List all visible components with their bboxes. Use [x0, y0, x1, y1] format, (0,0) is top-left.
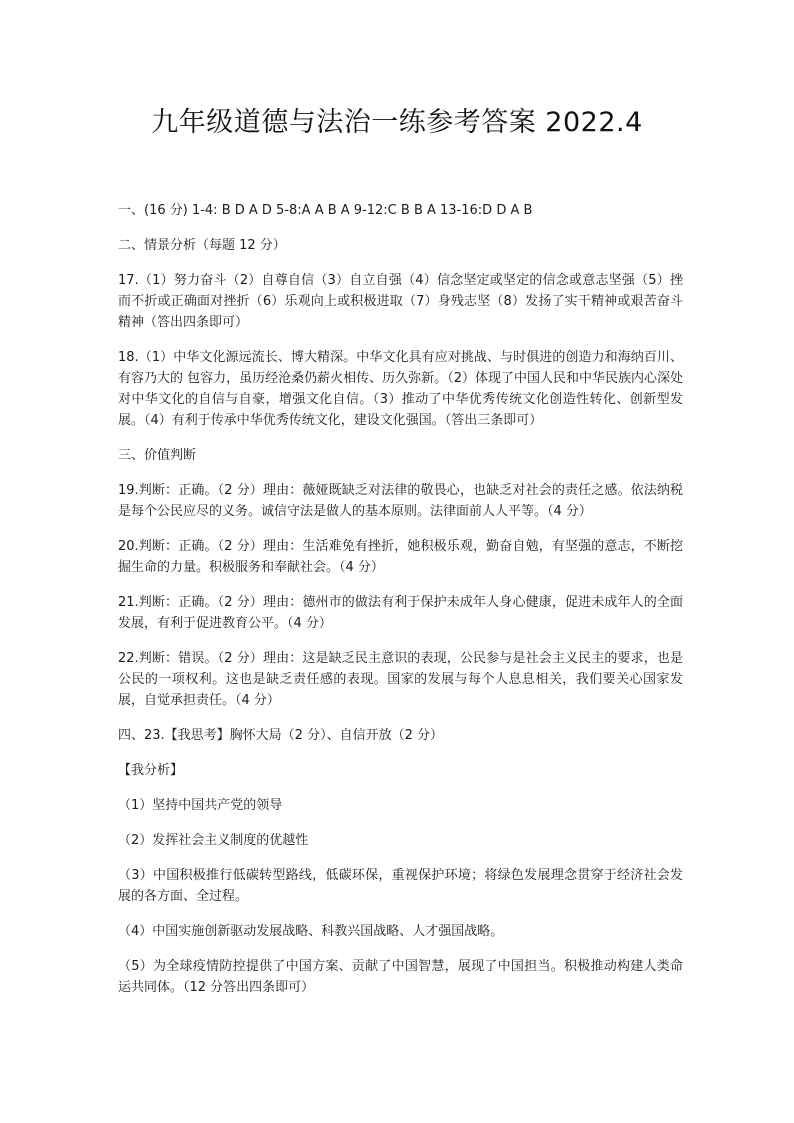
answer-18: 18.（1）中华文化源远流长、博大精深。中华文化具有应对挑战、与时俱进的创造力和海纳百川、有容乃大的 包容力，虽历经沧桑仍薪火相传、历久弥新。（2）体现了中国人民和中华民族内心深处对中华文化的自信与自豪，增强文化自信。（3）推动了中华优秀传统文化创造性转化、创新型发展。（4）有利于传承中华优秀传统文化，建设文化强国。（答出三条即可）: [118, 350, 683, 428]
answer-section-1: 一、(16 分) 1-4: B D A D 5-8:A A B A 9-12:C B B A 13-16:D D A B: [118, 203, 533, 218]
section-heading-3: 三、价值判断: [118, 448, 197, 463]
answer-17: 17.（1）努力奋斗（2）自尊自信（3）自立自强（4）信念坚定或坚定的信念或意志坚强（5）挫而不折或正确面对挫折（6）乐观向上或积极进取（7）身残志坚（8）发扬了实干精神或艰苦奋斗精神（答出四条即可）: [118, 273, 683, 330]
analysis-item-3: （3）中国积极推行低碳转型路线，低碳环保，重视保护环境；将绿色发展理念贯穿于经济社会发展的各方面、全过程。: [118, 868, 683, 904]
analysis-item-5: （5）为全球疫情防控提供了中国方案、贡献了中国智慧，展现了中国担当。积极推动构建人类命运共同体。（12 分答出四条即可）: [118, 959, 683, 995]
answer-content: [118, 200, 683, 1012]
analysis-item-2: （2）发挥社会主义制度的优越性: [118, 833, 309, 848]
section-heading-2: 二、情景分析（每题 12 分）: [118, 238, 286, 253]
analysis-item-1: （1）坚持中国共产党的领导: [118, 798, 283, 813]
answer-19: 19.判断：正确。（2 分）理由：薇娅既缺乏对法律的敬畏心，也缺乏对社会的责任之感。依法纳税是每个公民应尽的义务。诚信守法是做人的基本原则。法律面前人人平等。（4 分）: [118, 483, 683, 519]
page-title: 九年级道德与法治一练参考答案 2022.4: [151, 107, 643, 138]
analysis-item-4: （4）中国实施创新驱动发展战略、科教兴国战略、人才强国战略。: [118, 924, 504, 939]
answer-23-think: 四、23.【我思考】胸怀大局（2 分）、自信开放（2 分）: [118, 728, 443, 743]
answer-22: 22.判断：错误。（2 分）理由：这是缺乏民主意识的表现，公民参与是社会主义民主的要求，也是公民的一项权利。这也是缺乏责任感的表现。国家的发展与每个人息息相关，我们要关心国家发展，自觉承担责任。（4 分）: [118, 651, 683, 708]
answer-20: 20.判断：正确。（2 分）理由：生活难免有挫折，她积极乐观，勤奋自勉，有坚强的意志，不断挖掘生命的力量。积极服务和奉献社会。（4 分）: [118, 539, 683, 575]
answer-21: 21.判断：正确。（2 分）理由：德州市的做法有利于保护未成年人身心健康，促进未成年人的全面发展，有利于促进教育公平。（4 分）: [118, 595, 683, 631]
answer-23-analyze-heading: 【我分析】: [118, 763, 184, 778]
